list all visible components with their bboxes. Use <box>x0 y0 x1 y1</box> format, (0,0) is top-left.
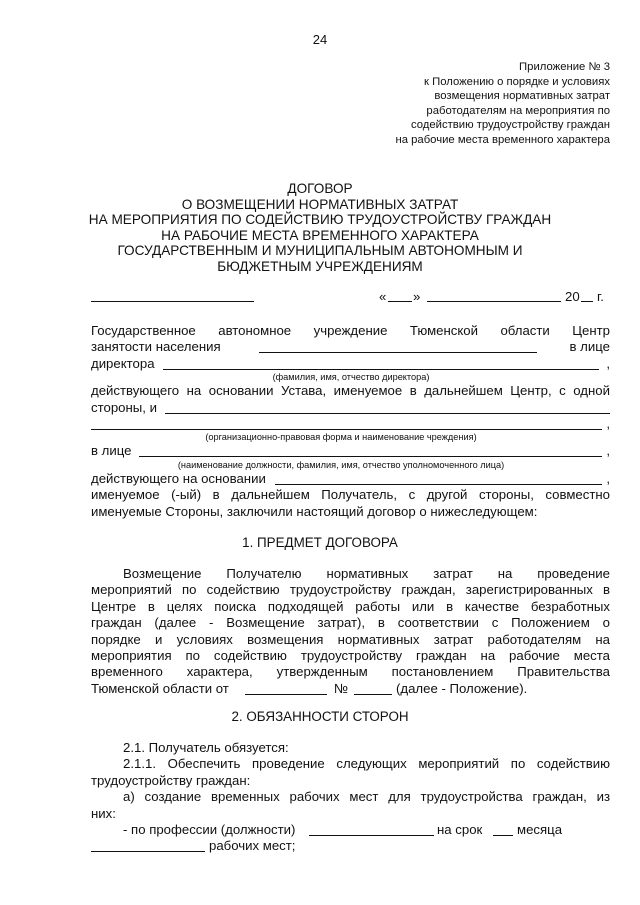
day-blank[interactable] <box>388 289 412 302</box>
section-1-line <box>91 681 610 697</box>
preamble-line <box>91 400 610 416</box>
section-2-line: них: <box>91 805 116 821</box>
representative-caption: (наименование должности, фамилия, имя, отчество уполномоченного лица) <box>177 459 505 470</box>
section-1-line: граждан (далее - Возмещение затрат), в соответствии с Положением о <box>91 615 610 631</box>
section-2-line: а) создание временных рабочих мест для трудоустройства граждан, из <box>123 789 610 805</box>
section-1-body <box>91 566 610 697</box>
place-date-line <box>91 289 610 307</box>
preamble-text: стороны, и <box>91 399 157 415</box>
section-heading: 1. ПРЕДМЕТ ДОГОВОРА <box>242 535 398 550</box>
director-name-blank[interactable] <box>163 357 599 370</box>
section-2-body <box>91 740 610 855</box>
profession-blank[interactable] <box>309 823 434 836</box>
appendix-note <box>350 60 610 148</box>
section-2-line: 2.1.1. Обеспечить проведение следующих мероприятий по содействию <box>123 756 610 772</box>
appendix-line: Приложение № 3 <box>519 61 610 73</box>
section-1-text: (далее - Положение). <box>396 680 528 696</box>
section-2-text: - по профессии (должности) <box>123 822 296 838</box>
section-2-line: 2.1. Получатель обязуется: <box>123 740 289 755</box>
title-line: БЮДЖЕТНЫМ УЧРЕЖДЕНИЯМ <box>217 258 423 274</box>
preamble-line: директора , <box>91 355 610 371</box>
director-caption: (фамилия, имя, отчество директора) <box>272 372 430 383</box>
basis-blank[interactable] <box>275 472 602 485</box>
date-close-quote: » <box>413 289 421 304</box>
preamble-line: в лице , <box>91 443 610 459</box>
section-1-text: Тюменской области от <box>91 680 229 696</box>
section-1-line: порядке и условиях возмещения нормативных затрат работодателям на <box>91 631 610 647</box>
title-line: О ВОЗМЕЩЕНИИ НОРМАТИВНЫХ ЗАТРАТ <box>181 196 459 212</box>
section-1-line: мероприятий по содействию трудоустройству граждан, зарегистрированных в <box>91 582 610 598</box>
preamble-text: действующего на основании <box>91 470 266 486</box>
preamble-line <box>91 339 610 355</box>
preamble-text: в лице <box>91 443 132 459</box>
workplaces-count-blank[interactable] <box>91 839 205 852</box>
section-2-text: месяца <box>517 822 563 838</box>
section-2-text: на срок <box>437 822 483 838</box>
section-2-line: трудоустройству граждан: <box>91 772 251 788</box>
preamble <box>91 323 610 520</box>
year-suffix: г. <box>597 289 604 304</box>
title-line: НА РАБОЧИЕ МЕСТА ВРЕМЕННОГО ХАРАКТЕРА <box>161 227 479 243</box>
date-open-quote: « <box>379 289 387 304</box>
term-blank[interactable] <box>493 823 513 836</box>
resolution-date-blank[interactable] <box>245 682 327 695</box>
place-blank[interactable] <box>91 289 254 302</box>
appendix-line: к Положению о порядке и условиях <box>424 75 610 88</box>
preamble-text: в лице <box>569 339 610 355</box>
section-2-line <box>91 822 610 838</box>
center-name-blank[interactable] <box>259 340 537 353</box>
organization-blank[interactable] <box>165 401 610 414</box>
page-number: 24 <box>312 32 328 47</box>
appendix-line: на рабочие места временного характера <box>395 133 610 146</box>
document-title <box>30 181 610 275</box>
title-line: ДОГОВОР <box>287 181 353 196</box>
representative-blank[interactable] <box>139 444 602 457</box>
preamble-line: именуемое (-ый) в дальнейшем Получатель, с другой стороны, совместно <box>91 487 610 503</box>
year-prefix: 20 <box>565 289 580 304</box>
organization-blank-2[interactable] <box>91 417 602 430</box>
section-1-line: временного характера, утвержденным постановлением Правительства <box>91 664 610 680</box>
organization-caption: (организационно-правовая форма и наименование чреждения) <box>205 432 477 443</box>
section-1-line: мероприятия по содействию трудоустройству граждан на рабочие места <box>91 648 610 664</box>
resolution-number-blank[interactable] <box>354 682 392 695</box>
preamble-line: , <box>91 416 610 432</box>
preamble-text: занятости населения <box>91 339 221 355</box>
section-heading: 2. ОБЯЗАННОСТИ СТОРОН <box>231 709 409 724</box>
preamble-text: директора <box>91 355 155 371</box>
section-1-text: № <box>334 680 349 696</box>
year-blank[interactable] <box>581 289 593 302</box>
preamble-line: действующего на основании , <box>91 470 610 486</box>
section-1-line: Возмещение Получателю нормативных затрат на проведение <box>123 566 610 581</box>
preamble-line: именуемые Стороны, заключили настоящий договор о нижеследующем: <box>91 503 538 519</box>
title-line: ГОСУДАРСТВЕННЫМ И МУНИЦИПАЛЬНЫМ АВТОНОМНЫМ И <box>117 243 523 259</box>
appendix-line: содействию трудоустройству граждан <box>410 119 610 132</box>
appendix-line: работодателям на мероприятия по <box>426 104 610 117</box>
section-2-text: рабочих мест; <box>209 838 296 854</box>
section-2-line <box>91 838 610 854</box>
section-1-line: Центре в целях поиска подходящей работы или в качестве безработных <box>91 598 610 614</box>
month-blank[interactable] <box>427 289 561 302</box>
preamble-line: Государственное автономное учреждение Тюменской области Центр <box>91 323 610 338</box>
appendix-line: возмещения нормативных затрат <box>434 90 610 103</box>
preamble-line: действующего на основании Устава, именуемое в дальнейшем Центр, с одной <box>91 383 610 399</box>
title-line: НА МЕРОПРИЯТИЯ ПО СОДЕЙСТВИЮ ТРУДОУСТРОЙСТВУ ГРАЖДАН <box>88 212 552 228</box>
